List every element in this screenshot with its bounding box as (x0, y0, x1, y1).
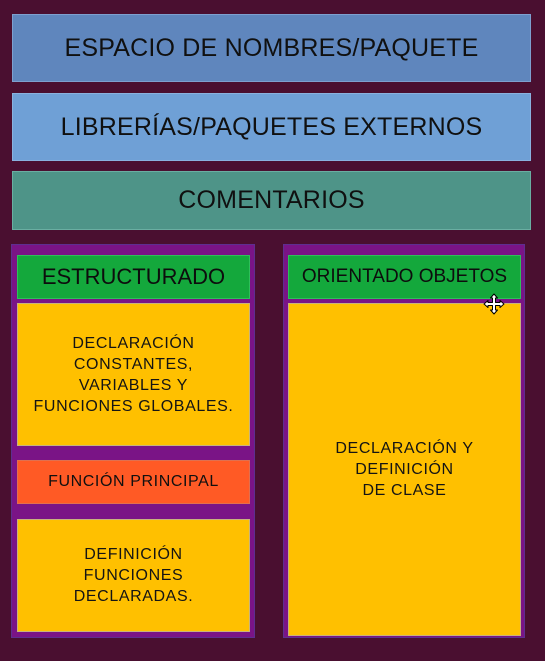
libraries-band[interactable]: LIBRERÍAS/PAQUETES EXTERNOS (12, 93, 531, 161)
move-cursor-icon (483, 293, 505, 315)
global-declarations-block[interactable]: DECLARACIÓN CONSTANTES, VARIABLES Y FUNCIONES GLOBALES. (17, 303, 250, 446)
namespace-band[interactable]: ESPACIO DE NOMBRES/PAQUETE (12, 14, 531, 82)
structured-header[interactable]: ESTRUCTURADO (17, 255, 250, 299)
function-definitions-block[interactable]: DEFINICIÓN FUNCIONES DECLARADAS. (17, 519, 250, 632)
oop-header-label: ORIENTADO OBJETOS (301, 266, 508, 287)
main-function-block[interactable]: FUNCIÓN PRINCIPAL (17, 460, 250, 504)
class-definition-block[interactable]: DECLARACIÓN Y DEFINICIÓN DE CLASE (288, 303, 521, 636)
structured-column[interactable] (11, 244, 255, 638)
comments-band[interactable]: COMENTARIOS (12, 171, 531, 230)
